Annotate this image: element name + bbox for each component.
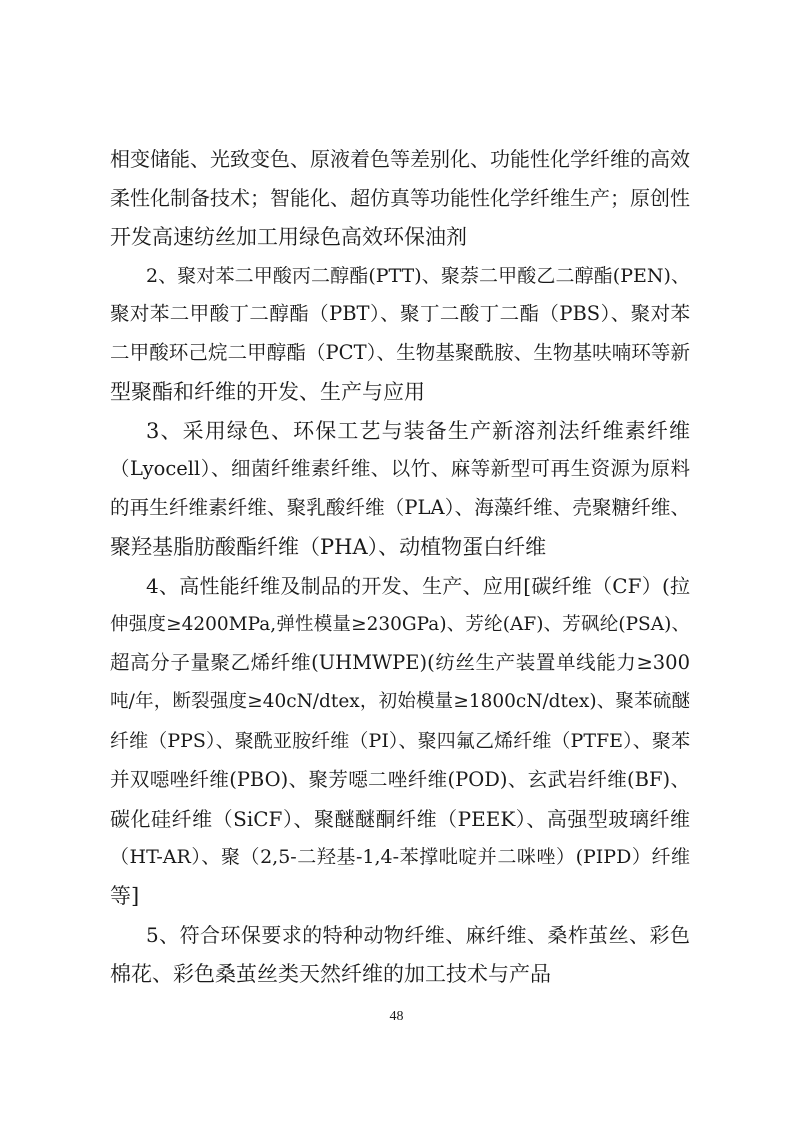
paragraph-4-line-9: 等] (110, 884, 140, 908)
paragraph-3-line-4: 聚羟基脂肪酸酯纤维（PHA）、动植物蛋白纤维 (110, 535, 547, 559)
paragraph-4-line-3: 超高分子量聚乙烯纤维(UHMWPE)(纺丝生产装置单线能力≥300 (110, 651, 690, 674)
paragraph-4-line-7: 碳化硅纤维（SiCF）、聚醚醚酮纤维（PEEK）、高强型玻璃纤维 (110, 807, 690, 831)
paragraph-4-line-1: 4、高性能纤维及制品的开发、生产、应用[碳纤维（CF）(拉 (146, 574, 690, 598)
paragraph-4-line-6: 并双噁唑纤维(PBO)、聚芳噁二唑纤维(POD)、玄武岩纤维(BF)、 (110, 768, 690, 791)
paragraph-2-line-3: 二甲酸环己烷二甲醇酯（PCT）、生物基聚酰胺、生物基呋喃环等新 (110, 341, 690, 364)
page-number: 48 (389, 1009, 404, 1024)
paragraph-4-line-5: 纤维（PPS）、聚酰亚胺纤维（PI）、聚四氟乙烯纤维（PTFE）、聚苯 (110, 730, 690, 752)
paragraph-2-line-4: 型聚酯和纤维的开发、生产与应用 (110, 380, 425, 404)
paragraph-4-line-4: 吨/年，断裂强度≥40cN/dtex，初始模量≥1800cN/dtex)、聚苯硫醚 (110, 691, 690, 712)
paragraph-5-line-2: 棉花、彩色桑茧丝类天然纤维的加工技术与产品 (110, 962, 551, 986)
paragraph-1-line-3: 开发高速纺丝加工用绿色高效环保油剂 (110, 225, 467, 249)
paragraph-4-line-8: （HT-AR）、聚（2,5-二羟基-1,4-苯撑吡啶并二咪唑）(PIPD）纤维 (110, 846, 690, 868)
paragraph-1-line-2: 柔性化制备技术；智能化、超仿真等功能性化学纤维生产；原创性 (110, 186, 690, 210)
paragraph-5-line-1: 5、符合环保要求的特种动物纤维、麻纤维、桑柞茧丝、彩色 (146, 923, 690, 947)
paragraph-2-line-1: 2、聚对苯二甲酸丙二醇酯(PTT)、聚萘二甲酸乙二醇酯(PEN)、 (146, 265, 690, 287)
paragraph-4-line-2: 伸强度≥4200MPa,弹性模量≥230GPa)、芳纶(AF)、芳砜纶(PSA)、 (110, 614, 690, 635)
paragraph-1-line-1: 相变储能、光致变色、原液着色等差别化、功能性化学纤维的高效 (110, 147, 690, 171)
paragraph-3-line-3: 的再生纤维素纤维、聚乳酸纤维（PLA）、海藻纤维、壳聚糖纤维、 (110, 496, 690, 519)
paragraph-2-line-2: 聚对苯二甲酸丁二醇酯（PBT）、聚丁二酸丁二酯（PBS）、聚对苯 (110, 302, 690, 325)
paragraph-3-line-1: 3、采用绿色、环保工艺与装备生产新溶剂法纤维素纤维 (146, 419, 690, 443)
paragraph-3-line-2: （Lyocell）、细菌纤维素纤维、以竹、麻等新型可再生资源为原料 (110, 457, 690, 480)
